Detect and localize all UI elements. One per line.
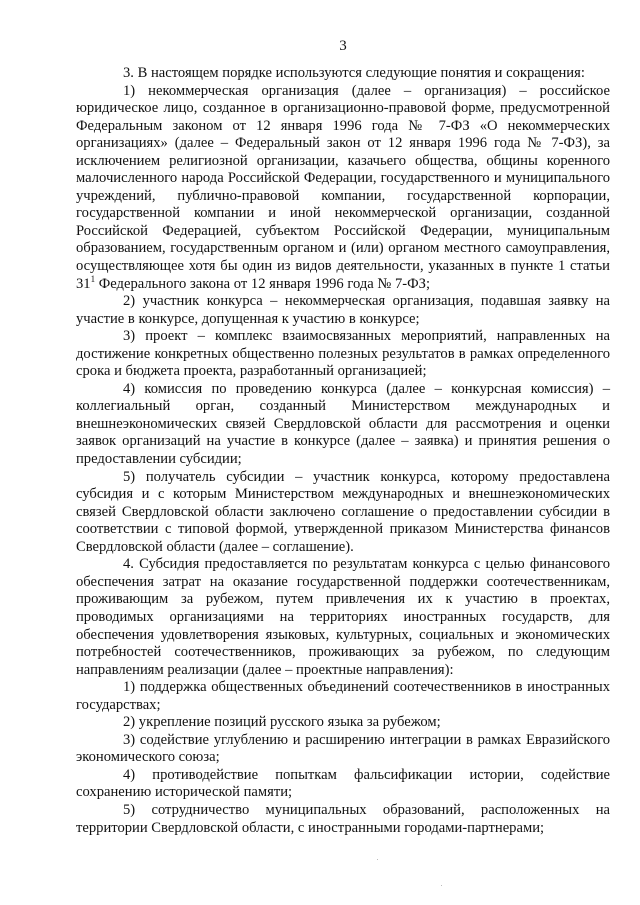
list-item-direction-4: 4) противодействие попыткам фальсификации истории, содействие сохранению исторической памяти; (76, 766, 610, 801)
document-page (76, 36, 610, 837)
paragraph-definition-organization-tail: Федерального закона от 12 января 1996 года № 7-ФЗ; (95, 275, 431, 292)
list-item-direction-3: 3) содействие углублению и расширению интеграции в рамках Евразийского экономического союза; (76, 731, 610, 766)
scan-speck (377, 859, 378, 860)
page-number: 3 (339, 38, 347, 54)
list-item-direction-5: 5) сотрудничество муниципальных образований, расположенных на территории Свердловской области, с иностранными городами-партнерами; (76, 801, 610, 836)
paragraph-definitions-intro: 3. В настоящем порядке используются следующие понятия и сокращения: (123, 65, 585, 81)
paragraph-definition-commission: 4) комиссия по проведению конкурса (далее – конкурсная комиссия) – коллегиальный орган, созданный Министерством международных и внешнеэкономических связей Свердловской области для рассмотрения и оценки заявок организаций на участие в конкурсе (далее – заявка) и принятия решения о предоставлении субсидии; (76, 380, 610, 468)
list-item-direction-1: 1) поддержка общественных объединений соотечественников в иностранных государствах; (76, 679, 610, 713)
paragraph-definition-organization (76, 83, 610, 294)
paragraph-definition-project: 3) проект – комплекс взаимосвязанных мероприятий, направленных на достижение конкретных общественно полезных результатов в рамках определенного срока и бюджета проекта, разработанный организацией; (76, 328, 610, 380)
list-item-direction-2: 2) укрепление позиций русского языка за рубежом; (123, 714, 441, 731)
paragraph-definition-participant: 2) участник конкурса – некоммерческая организация, подавшая заявку на участие в конкурсе, допущенная к участию в конкурсе; (76, 293, 610, 327)
paragraph-definition-organization-text: 1) некоммерческая организация (далее – организация) – российское юридическое лицо, созданное в организационно-правовой форме, предусмотренной Федеральным законом от 12 января 1996 года № 7-ФЗ «О некоммерческих организациях» (далее – Федеральный закон от 12 января 1996 года № 7-ФЗ), за исключением религиозной организации, казачьего общества, общины коренного малочисленного народа Российской Федерации, государственного и муниципального учреждений, публично-правовой компании, государственной корпорации, государственной компании и иной некоммерческой организации, созданной Российской Федерацией, субъектом Российской Федерации, муниципальным образованием, государственным органом и (или) органом местного самоуправления, осуществляющее хотя бы один из видов деятельности, указанных в пункте 1 статьи 31 (76, 82, 610, 292)
paragraph-subsidy-purpose: 4. Субсидия предоставляется по результатам конкурса с целью финансового обеспечения затрат на оказание государственной поддержки соотечественникам, проживающим за рубежом, путем привлечения их к участию в проектах, проводимых организациями на территориях иностранных государств, для обеспечения удовлетворения языковых, культурных, социальных и экономических потребностей соотечественников, проживающих за рубежом, по следующим направлениям реализации (далее – проектные направления): (76, 556, 610, 678)
footnote-mark: 1 (90, 273, 96, 284)
scan-speck (441, 885, 442, 886)
paragraph-definition-recipient: 5) получатель субсидии – участник конкурса, которому предоставлена субсидия и с которым Министерством международных и внешнеэкономических связей Свердловской области заключено соглашение о предоставлении субсидии в соответствии с типовой формой, утвержденной приказом Министерства финансов Свердловской области (далее – соглашение). (76, 468, 610, 555)
